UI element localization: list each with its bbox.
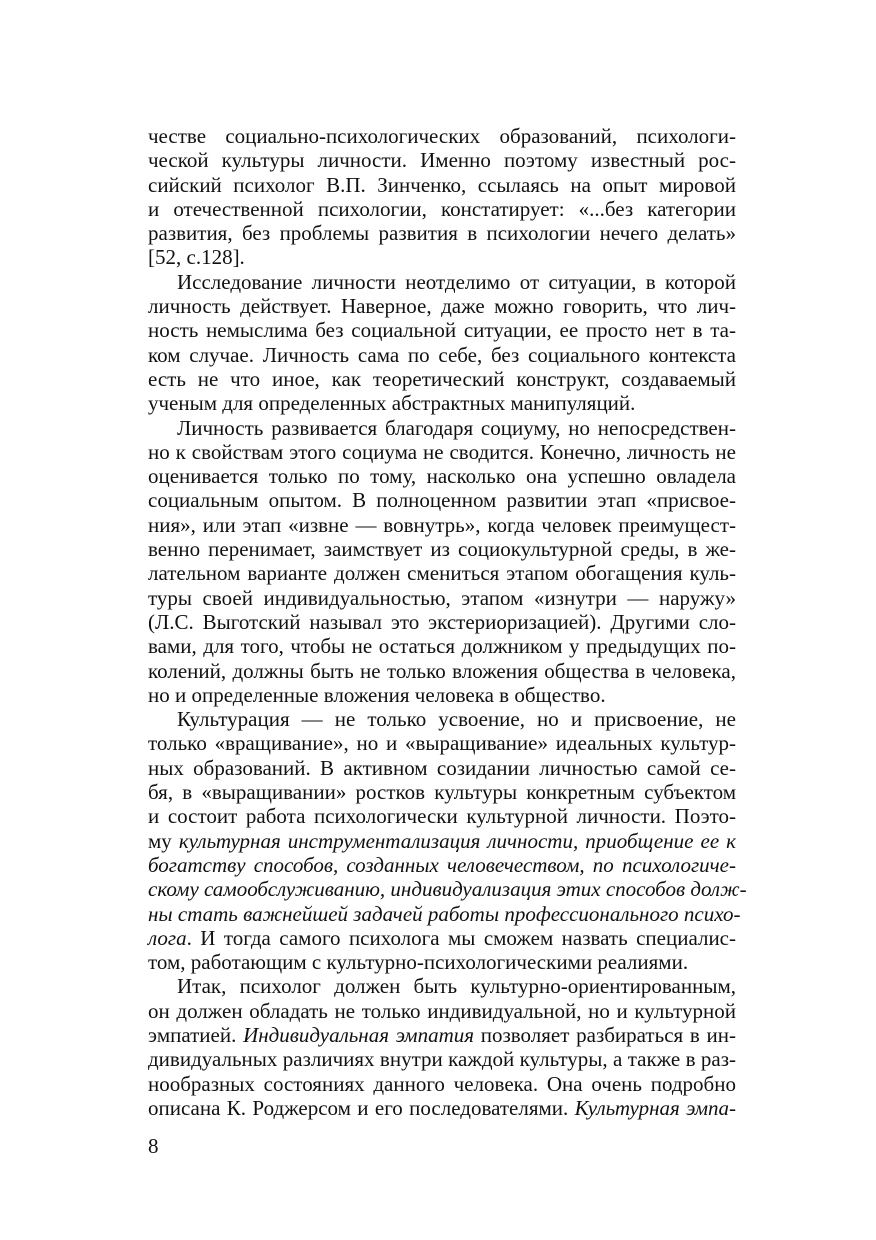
text-line: туры своей индивидуальностью, этапом «изнутри — наружу» xyxy=(148,585,736,610)
italic-emphasis: Индивидуальная эмпатия xyxy=(243,1022,474,1047)
text-line: но и определенные вложения человека в общество. xyxy=(148,682,606,707)
text-line xyxy=(148,926,736,950)
italic-emphasis: богатству способов, созданных человечеством, по психологиче- xyxy=(148,852,736,877)
text-line: Исследование личности неотделимо от ситуации, в которой xyxy=(177,269,736,294)
text-run: эмпатией. xyxy=(148,1022,244,1047)
text-line xyxy=(148,877,747,902)
italic-emphasis: лога xyxy=(148,925,187,950)
page-body xyxy=(148,124,747,1120)
text-line: ученым для определенных абстрактных манипуляций. xyxy=(148,391,636,416)
text-line: Культурация — не только усвоение, но и присвоение, не xyxy=(177,707,736,732)
text-line: только «вращивание», но и «выращивание» идеальных культур- xyxy=(148,731,736,756)
text-line: том, работающим с культурно-психологическими реалиями. xyxy=(148,950,689,975)
text-line: Итак, психолог должен быть культурно-ориентированным, xyxy=(177,974,736,999)
text-run: позволяет разбираться в ин- xyxy=(474,1022,737,1047)
text-line: нообразных состояниях данного человека. Она очень подробно xyxy=(148,1071,736,1096)
italic-emphasis: скому самообслуживанию, индивидуализация этих способов долж- xyxy=(148,877,747,902)
page-number: 8 xyxy=(148,1134,159,1158)
italic-emphasis: ны стать важнейшей задачей работы профессионального психо- xyxy=(148,901,741,926)
text-run: описана К. Роджерсом и его последователями. xyxy=(148,1095,575,1120)
text-line: он должен обладать не только индивидуальной, но и культурной xyxy=(148,998,736,1023)
text-line: и состоит работа психологически культурной личности. Поэто- xyxy=(148,804,736,829)
text-line: честве социально-психологических образований, психологи- xyxy=(148,124,736,148)
text-line xyxy=(148,1096,736,1120)
text-run: му xyxy=(148,828,179,853)
text-line: ческой культуры личности. Именно поэтому известный рос- xyxy=(148,148,736,173)
text-line: развития, без проблемы развития в психологии нечего делать» xyxy=(148,221,736,246)
text-line: оценивается только по тому, насколько она успешно овладела xyxy=(148,464,736,489)
text-line: бя, в «выращивании» ростков культуры конкретным субъектом xyxy=(148,780,736,805)
text-line: ность немыслима без социальной ситуации, ее просто нет в та- xyxy=(148,318,736,343)
text-line: но к свойствам этого социума не сводится. Конечно, личность не xyxy=(148,439,736,464)
text-line xyxy=(148,1023,736,1047)
text-line: ния», или этап «извне — вовнутрь», когда человек преимущест- xyxy=(148,512,736,537)
text-line: есть не что иное, как теоретический конструкт, создаваемый xyxy=(148,366,736,391)
text-line: лательном варианте должен смениться этапом обогащения куль- xyxy=(148,561,736,586)
text-line: [52, с.128]. xyxy=(148,245,245,270)
text-line xyxy=(148,901,741,926)
text-line: ных образований. В активном созидании личностью самой се- xyxy=(148,755,736,780)
italic-emphasis: культурная инструментализация личности, приобщение ее к xyxy=(178,828,736,853)
text-line: Личность развивается благодаря социуму, но непосредствен- xyxy=(177,415,736,440)
text-run: . И тогда самого психолога мы сможем назвать специалис- xyxy=(186,925,736,950)
text-line: (Л.С. Выготский называл это экстериоризацией). Другими сло- xyxy=(148,609,736,634)
text-line xyxy=(148,853,736,877)
text-line: сийский психолог В.П. Зинченко, ссылаясь на опыт мировой xyxy=(148,172,736,197)
text-line: социальным опытом. В полноценном развитии этап «присвое- xyxy=(148,488,736,513)
text-line: ком случае. Личность сама по себе, без социального контекста xyxy=(148,342,736,367)
text-line: вами, для того, чтобы не остаться должником у предыдущих по- xyxy=(148,634,736,659)
text-line: личность действует. Наверное, даже можно говорить, что лич- xyxy=(148,294,736,319)
text-line xyxy=(148,829,736,853)
italic-emphasis: Культурная эмпа- xyxy=(574,1095,736,1120)
text-line: дивидуальных различиях внутри каждой культуры, а также в раз- xyxy=(148,1047,736,1072)
text-line: колений, должны быть не только вложения общества в человека, xyxy=(148,658,736,683)
text-line: и отечественной психологии, констатирует: «...без категории xyxy=(148,196,736,221)
text-line: венно перенимает, заимствует из социокультурной среды, в же- xyxy=(148,537,736,562)
